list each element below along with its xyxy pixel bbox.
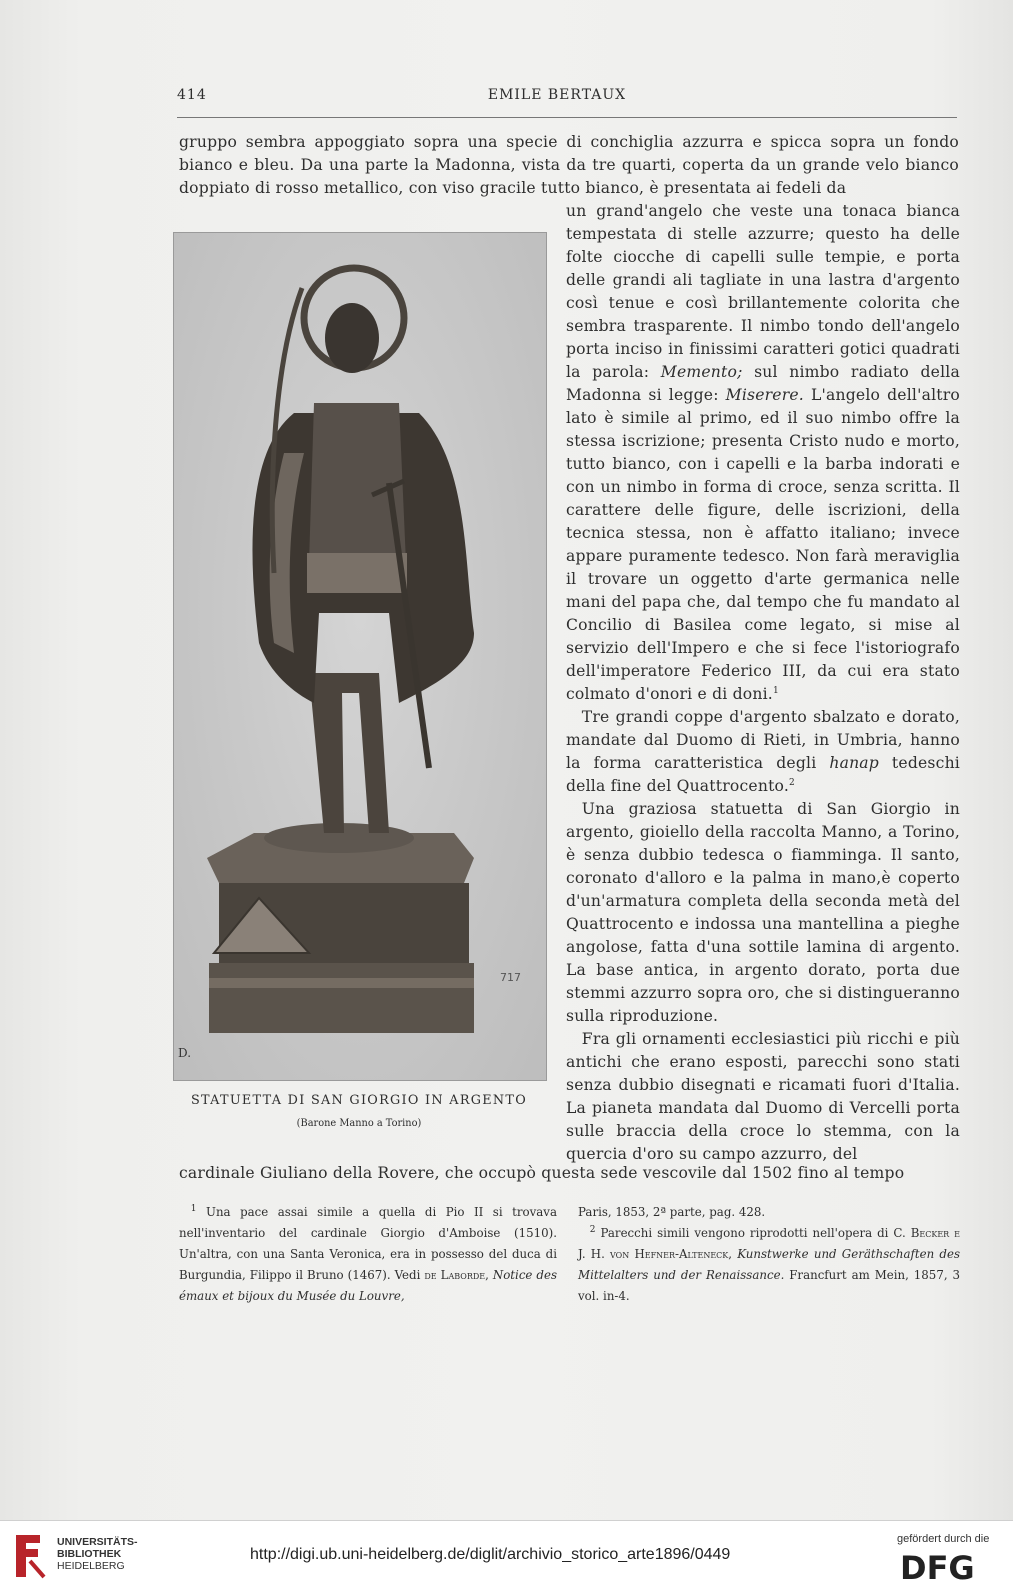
statuette-photograph <box>173 232 547 1081</box>
corner-letter: D. <box>178 1046 192 1060</box>
footnote-ref-2: 2 <box>789 777 795 788</box>
para4-text: Fra gli ornamenti ecclesiastici più ricchi e più antichi che erano esposti, parecchi sono stati senza dubbio disegnati e ricamati fuori d'Italia. La pianeta mandata dal Duomo di Vercelli porta sulle braccia della croce lo stemma, con la quercia d'oro su campo azzurro, del <box>566 1030 960 1163</box>
statue-legs <box>309 673 389 833</box>
library-logo-icon <box>10 1529 50 1583</box>
statuette-illustration <box>174 233 546 1080</box>
footnote-1-author: de Laborde <box>424 1268 486 1282</box>
statue-mail-skirt <box>307 553 407 593</box>
footnote-2-number: 2 <box>589 1225 596 1236</box>
permalink-url[interactable]: http://digi.ub.uni-heidelberg.de/diglit/archivio_storico_arte1896/0449 <box>250 1546 731 1563</box>
library-name <box>57 1536 138 1572</box>
hanap-word: hanap <box>829 754 879 772</box>
pencil-mark: 717 <box>500 971 521 984</box>
para1-part-a: un grand'angelo che veste una tonaca bianca tempestata di stelle azzurre; questo ha delle folte ciocche di capelli sulle tempie, e porta delle grandi ali tagliate in una lastra d'argento così tenue e così brillantemente colorita che sembra trasparente. Il nimbo tondo dell'angelo porta inciso in finissimi caratteri gotici quadrati la parola: <box>566 202 960 381</box>
para3-text: Una graziosa statuetta di San Giorgio in argento, gioiello della raccolta Manno, a Torino, è senza dubbio tedesca o fiamminga. Il santo, coronato d'alloro e la palma in mano,è coperto d'un'armatura completa della seconda metà del Quattrocento e indossa una mantellina a pieghe angolose, fatta d'una sottile lamina di argento. La base antica, in argento dorato, porta due stemmi azzurro sopra oro, che si distingueranno sulla riproduzione. <box>566 800 960 1025</box>
library-name-line1: UNIVERSITÄTS- <box>57 1536 138 1548</box>
dfg-logo-icon <box>900 1551 996 1583</box>
footnote-2-title: Kunstwerke und Geräthschaften des Mittelalters und der Renaissance. <box>578 1247 960 1282</box>
para2-part-b: tedeschi della fine del Quattrocento. <box>566 754 960 795</box>
footnote-1 <box>179 1202 557 1307</box>
para1-part-c: L'angelo dell'altro lato è simile al primo, ed il suo nimbo offre la stessa iscrizione; presenta Cristo nudo e morto, tutto bianco, con i capelli e la barba indorati e con un nimbo in forma di croce, senza scritta. Il carattere delle figure, delle iscrizioni, della tecnica stessa, non è affatto italiano; invece appare puramente tedesco. Non farà meraviglia il trovare un oggetto d'arte germanica nelle mani del papa che, dal tempo che fu mandato al Concilio di Basilea come legato, si mise al servizio dell'Impero e che si fece l'istoriografo dell'imperatore Federico III, da cui era stato colmato d'onori e di doni. <box>566 386 960 703</box>
footnote-1-text: Una pace assai simile a quella di Pio II si trovava nell'inventario del cardinale Giorgio d'Amboise (1510). Un'altra, con una Santa Veronica, era in possesso del duca di Burgundia, Filippo il Bruno (1467). Vedi <box>179 1205 557 1282</box>
para3 <box>566 800 960 1025</box>
footnote-ref-1: 1 <box>772 685 779 696</box>
statue-head <box>325 303 379 373</box>
footnote-2 <box>578 1202 960 1307</box>
paragraph-last: cardinale Giuliano della Rovere, che occupò questa sede vescovile dal 1502 fino al tempo <box>179 1164 905 1182</box>
statue-base-band <box>209 978 474 988</box>
footnote-1-sep: , <box>485 1268 493 1282</box>
library-name-line2: BIBLIOTHEK <box>57 1548 122 1560</box>
right-column-text <box>566 200 960 1166</box>
statue-base-plinth <box>209 963 474 1033</box>
footnote-2-end: Francfurt am Mein, 1857, 3 vol. in-4. <box>578 1268 960 1303</box>
figure-caption: STATUETTA DI SAN GIORGIO IN ARGENTO <box>190 1093 528 1108</box>
running-title: EMILE BERTAUX <box>487 87 627 103</box>
footnote-1-title: Notice des émaux et bijoux du Musée du Louvre, <box>179 1268 557 1303</box>
footnote-1-number: 1 <box>190 1204 197 1215</box>
para1-part-b: sul nimbo radiato della Madonna si legge: <box>566 363 960 404</box>
para2 <box>566 708 960 795</box>
dfg-logo-text: DFG <box>900 1551 975 1583</box>
para2-part-a: Tre grandi coppe d'argento sbalzato e dorato, mandate dal Duomo di Rieti, in Umbria, hanno la forma caratteristica degli <box>566 708 960 772</box>
header-rule <box>177 117 957 118</box>
digitization-footer <box>0 1520 1013 1592</box>
paragraph-top: gruppo sembra appoggiato sopra una specie di conchiglia azzurra e spicca sopra un fondo bianco e bleu. Da una parte la Madonna, vista da tre quarti, coperta da un grande velo bianco doppiato di rosso metallico, con viso gracile tutto bianco, è presentata ai fedeli da <box>179 133 959 197</box>
para4 <box>566 1030 960 1163</box>
miserere-word: Miserere. <box>725 386 804 404</box>
library-name-line3: HEIDELBERG <box>57 1560 125 1572</box>
funded-by-label: gefördert durch die <box>897 1533 990 1545</box>
footnote-2-authors: Becker e J. H. von Hefner-Alteneck <box>578 1226 961 1261</box>
figure-subcaption: (Barone Manno a Torino) <box>296 1118 422 1129</box>
footnote-2-sep: , <box>728 1247 738 1261</box>
footnote-1-continuation: Paris, 1853, 2ª parte, pag. 428. <box>578 1205 766 1219</box>
memento-word: Memento; <box>660 363 743 381</box>
footnote-2-text: Parecchi simili vengono riprodotti nell'opera di C. <box>595 1226 911 1240</box>
page-number: 414 <box>177 87 207 103</box>
